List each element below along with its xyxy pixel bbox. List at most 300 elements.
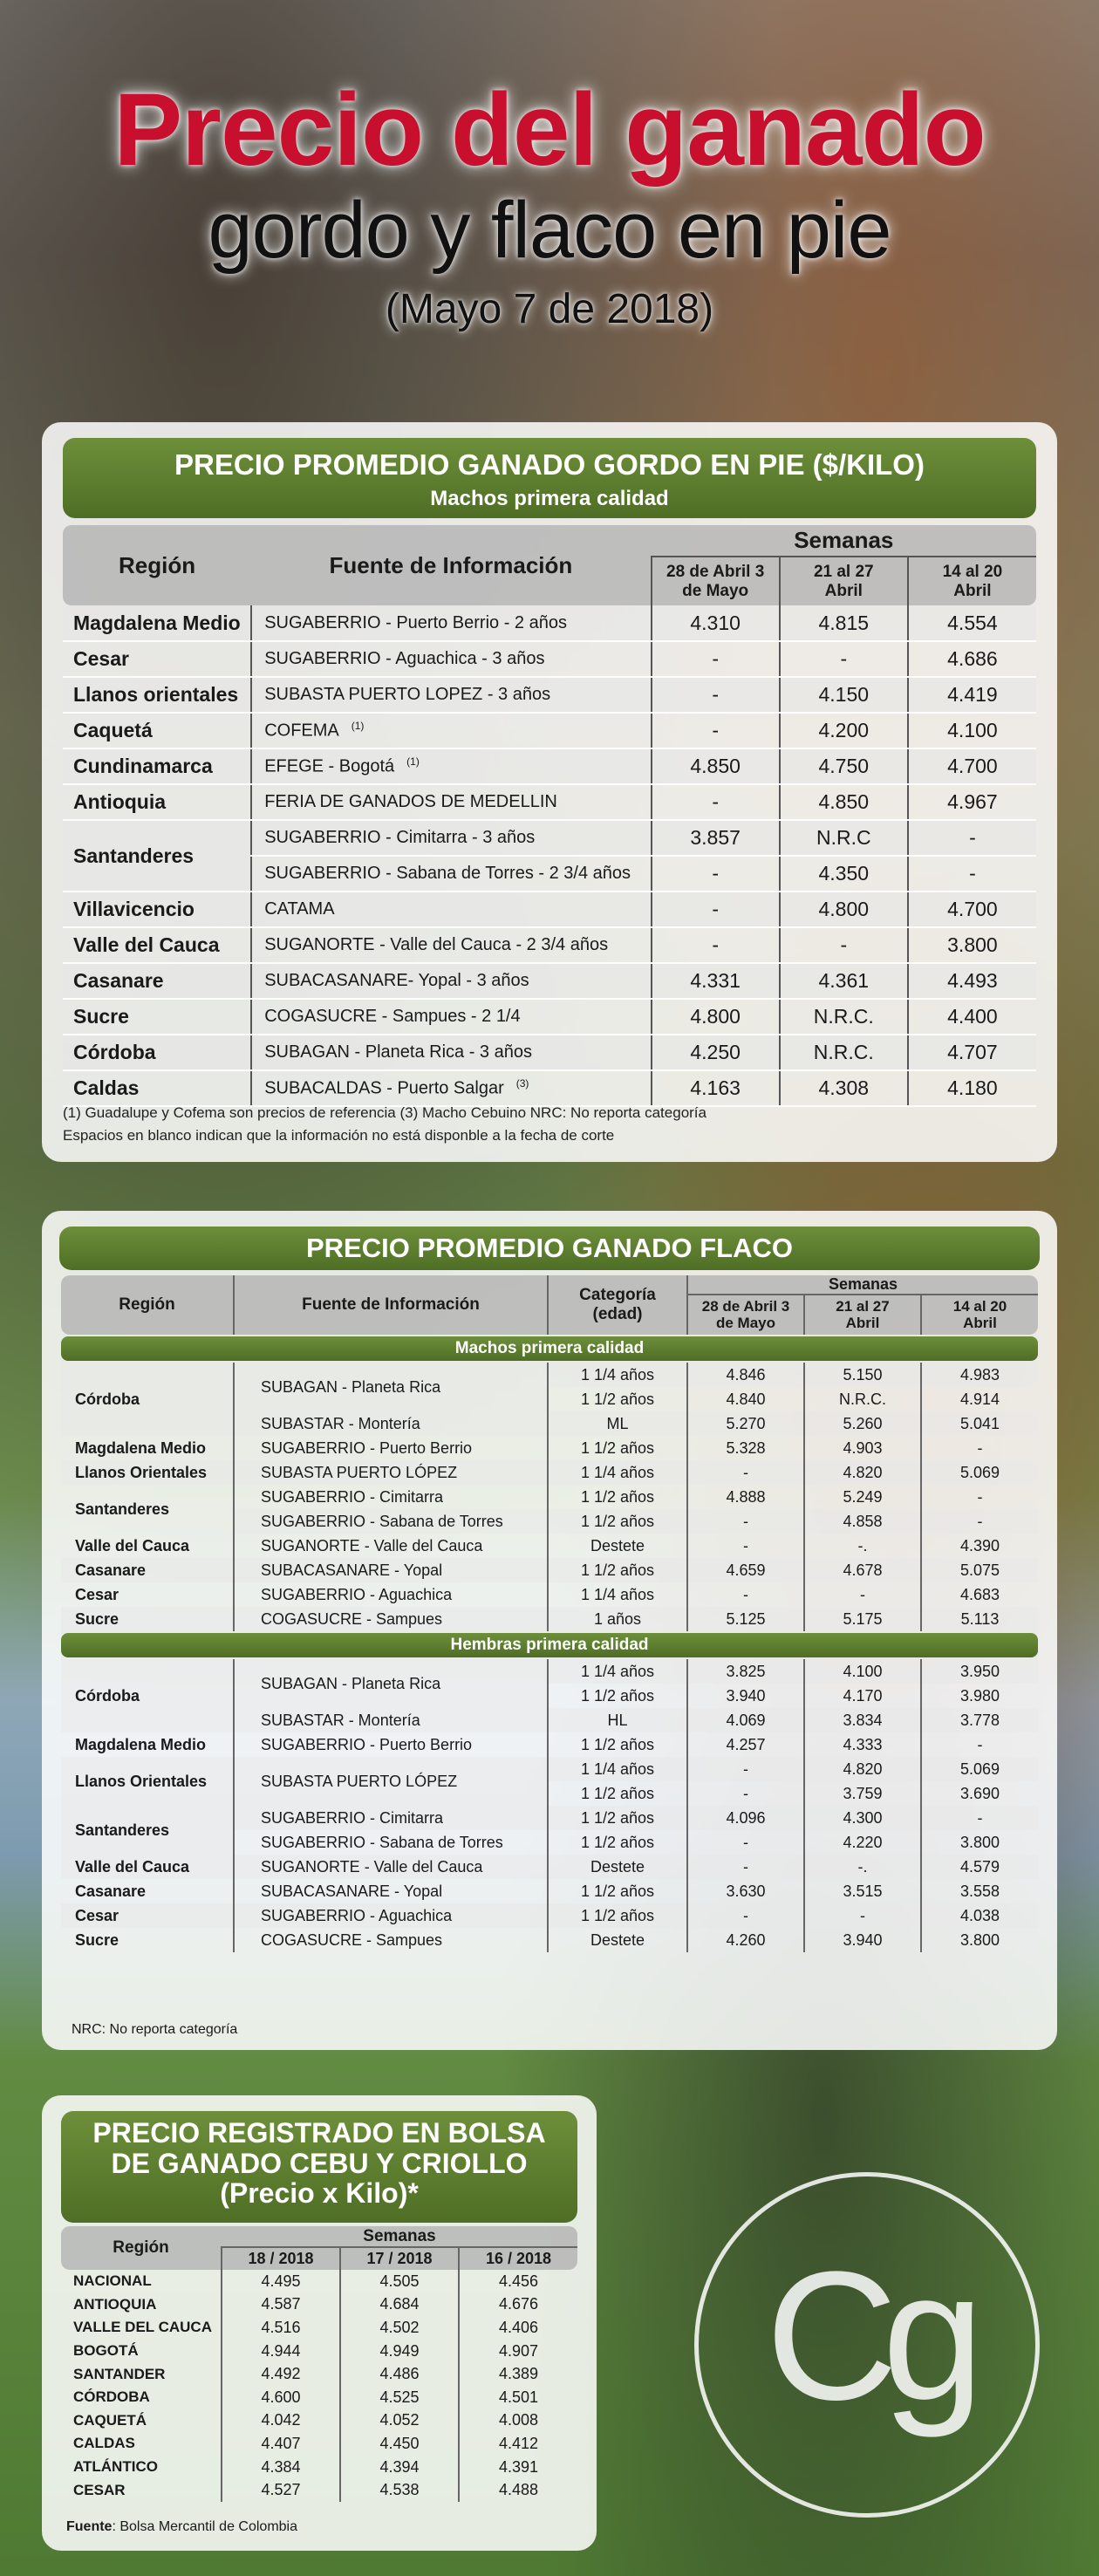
gordo-row (63, 820, 1036, 856)
flaco-source: SUBACASANARE - Yopal (234, 1879, 548, 1903)
flaco-row (61, 1582, 1038, 1607)
bolsa-region: SANTANDER (73, 2365, 166, 2382)
gordo-region: Córdoba (63, 1035, 251, 1070)
flaco-value: 4.069 (687, 1708, 804, 1732)
gordo-source (251, 713, 651, 748)
flaco-value: - (687, 1781, 804, 1806)
flaco-value: -. (804, 1534, 921, 1558)
flaco-value: - (687, 1460, 804, 1485)
gordo-source-text: SUBAGAN - Planeta Rica - 3 años (264, 1042, 532, 1062)
flaco-value: 4.100 (804, 1659, 921, 1684)
flaco-value: - (804, 1582, 921, 1607)
gordo-region: Cesar (63, 641, 251, 677)
flaco-source: SUBASTAR - Montería (234, 1411, 548, 1436)
gordo-row (63, 748, 1036, 784)
flaco-value: - (921, 1485, 1038, 1509)
gordo-region: Caldas (63, 1070, 251, 1106)
bolsa-value: 4.495 (222, 2270, 340, 2293)
bolsa-header (61, 2111, 577, 2223)
gordo-row (63, 713, 1036, 748)
gordo-value: 4.308 (780, 1070, 908, 1106)
gordo-value: 4.554 (908, 605, 1036, 641)
flaco-source: SUBASTA PUERTO LÓPEZ (234, 1460, 548, 1485)
gordo-note-1: (1) Guadalupe y Cofema son precios de referencia (3) Macho Cebuino NRC: No reporta categoría (63, 1104, 706, 1121)
flaco-value: 4.390 (921, 1534, 1038, 1558)
gordo-source-text: SUGABERRIO - Cimitarra - 3 años (264, 828, 536, 847)
gordo-value: 4.700 (908, 892, 1036, 927)
flaco-region: Casanare (61, 1558, 234, 1582)
flaco-row (61, 1928, 1038, 1952)
gordo-source-text: SUGABERRIO - Puerto Berrio - 2 años (264, 612, 567, 632)
bolsa-row (61, 2293, 577, 2317)
flaco-value: 3.558 (921, 1879, 1038, 1903)
gordo-title: PRECIO PROMEDIO GANADO GORDO EN PIE ($/KILO) (174, 448, 925, 481)
page-header (0, 72, 1099, 333)
flaco-value: 3.515 (804, 1879, 921, 1903)
bolsa-value: 4.538 (340, 2478, 459, 2502)
bolsa-week-3: 16 / 2018 (459, 2247, 577, 2270)
flaco-value: 3.800 (921, 1830, 1038, 1855)
bolsa-row (61, 2270, 577, 2293)
gordo-week-2: 21 al 27 Abril (780, 557, 908, 605)
bolsa-title-1: PRECIO REGISTRADO EN BOLSA (92, 2117, 546, 2149)
flaco-region: Casanare (75, 1882, 147, 1900)
gordo-value: - (652, 856, 780, 892)
flaco-region: Magdalena Medio (75, 1438, 207, 1457)
flaco-value: 4.888 (687, 1485, 804, 1509)
gordo-value: - (652, 784, 780, 820)
flaco-category: 1 1/2 años (548, 1684, 687, 1708)
bolsa-value: 4.600 (222, 2386, 340, 2409)
flaco-row (61, 1485, 1038, 1509)
flaco-region: Magdalena Medio (75, 1735, 207, 1753)
gordo-source (251, 677, 651, 713)
flaco-value: 4.170 (804, 1684, 921, 1708)
flaco-row (61, 1806, 1038, 1830)
flaco-category: 1 1/2 años (548, 1903, 687, 1928)
bolsa-value: 4.492 (222, 2362, 340, 2386)
flaco-value: 3.759 (804, 1781, 921, 1806)
gordo-value: - (780, 927, 908, 963)
flaco-value: -. (804, 1855, 921, 1879)
gordo-value: 4.419 (908, 677, 1036, 713)
flaco-value: - (687, 1855, 804, 1879)
flaco-value: 5.075 (921, 1558, 1038, 1582)
bolsa-row (61, 2386, 577, 2409)
gordo-source-footnote: (1) (406, 755, 420, 769)
flaco-value: 4.820 (804, 1757, 921, 1781)
gordo-region: Valle del Cauca (63, 927, 251, 963)
flaco-row (61, 1732, 1038, 1757)
flaco-source: SUGABERRIO - Aguachica (234, 1582, 548, 1607)
flaco-value: - (687, 1582, 804, 1607)
bolsa-value: 4.587 (222, 2293, 340, 2317)
bolsa-col-weeks: Semanas (222, 2226, 577, 2247)
flaco-col-weeks: Semanas (687, 1275, 1038, 1295)
flaco-category: ML (548, 1411, 687, 1436)
flaco-value: 5.069 (921, 1757, 1038, 1781)
flaco-col-category: Categoría (edad) (548, 1275, 687, 1335)
bolsa-week-1: 18 / 2018 (222, 2247, 340, 2270)
flaco-value: 3.630 (687, 1879, 804, 1903)
bolsa-region: BOGOTÁ (73, 2342, 139, 2360)
gordo-value: 4.400 (908, 999, 1036, 1035)
bolsa-value: 4.676 (459, 2293, 577, 2317)
gordo-col-region: Región (63, 525, 251, 605)
flaco-row (61, 1363, 1038, 1387)
flaco-source: SUGABERRIO - Cimitarra (234, 1806, 548, 1830)
flaco-value: - (687, 1509, 804, 1534)
flaco-region: Sucre (75, 1930, 119, 1949)
flaco-region: Valle del Cauca (61, 1855, 234, 1879)
gordo-header (63, 438, 1036, 518)
bolsa-region: CESAR (73, 2481, 126, 2498)
flaco-value: 4.820 (804, 1460, 921, 1485)
bolsa-value: 4.406 (459, 2316, 577, 2340)
bolsa-source-label: Fuente (66, 2519, 113, 2534)
flaco-source: SUGABERRIO - Sabana de Torres (234, 1509, 548, 1534)
gordo-value: 4.800 (780, 892, 908, 927)
bolsa-table (61, 2226, 577, 2502)
gordo-region: Caquetá (63, 713, 251, 748)
flaco-value: 4.257 (687, 1732, 804, 1757)
flaco-source: SUBASTAR - Montería (234, 1708, 548, 1732)
flaco-value: 5.150 (804, 1363, 921, 1387)
flaco-value: - (687, 1903, 804, 1928)
flaco-category: 1 1/4 años (548, 1460, 687, 1485)
flaco-value: 3.778 (921, 1708, 1038, 1732)
flaco-value: 4.858 (804, 1509, 921, 1534)
gordo-value: 4.150 (780, 677, 908, 713)
bolsa-row (61, 2456, 577, 2479)
gordo-source (251, 820, 651, 856)
flaco-note: NRC: No reporta categoría (72, 2022, 238, 2037)
gordo-value: 4.815 (780, 605, 908, 641)
flaco-week-1: 28 de Abril 3 de Mayo (687, 1295, 804, 1335)
flaco-source: SUBAGAN - Planeta Rica (234, 1363, 548, 1411)
flaco-col-region: Región (61, 1275, 234, 1335)
flaco-value: 5.270 (687, 1411, 804, 1436)
flaco-category: 1 1/2 años (548, 1558, 687, 1582)
gordo-region: Villavicencio (63, 892, 251, 927)
flaco-source: SUGABERRIO - Aguachica (234, 1903, 548, 1928)
bolsa-row (61, 2432, 577, 2456)
page-subtitle: gordo y flaco en pie (208, 186, 891, 275)
flaco-value: 3.690 (921, 1781, 1038, 1806)
gordo-value: 4.750 (780, 748, 908, 784)
gordo-row (63, 784, 1036, 820)
flaco-value: - (921, 1732, 1038, 1757)
flaco-value: 4.220 (804, 1830, 921, 1855)
gordo-value: 3.857 (652, 820, 780, 856)
bolsa-value: 4.407 (222, 2432, 340, 2456)
flaco-value: 4.659 (687, 1558, 804, 1582)
flaco-value: 4.840 (687, 1387, 804, 1411)
gordo-source (251, 641, 651, 677)
bolsa-panel (42, 2095, 597, 2551)
gordo-source (251, 748, 651, 784)
bolsa-value: 4.505 (340, 2270, 459, 2293)
flaco-category: 1 1/4 años (548, 1363, 687, 1387)
gordo-value: 4.707 (908, 1035, 1036, 1070)
bolsa-value: 4.488 (459, 2478, 577, 2502)
flaco-source: SUBAGAN - Planeta Rica (234, 1659, 548, 1708)
gordo-subtitle: Machos primera calidad (430, 487, 669, 510)
gordo-source-text: EFEGE - Bogotá (264, 756, 395, 776)
flaco-value: 4.333 (804, 1732, 921, 1757)
gordo-value: 4.163 (652, 1070, 780, 1106)
flaco-category: Destete (548, 1534, 687, 1558)
gordo-value: N.R.C. (780, 999, 908, 1035)
flaco-value: - (687, 1534, 804, 1558)
bolsa-value: 4.450 (340, 2432, 459, 2456)
bolsa-region: CÓRDOBA (73, 2388, 150, 2406)
bolsa-region: VALLE DEL CAUCA (73, 2319, 212, 2336)
flaco-source: COGASUCRE - Sampues (234, 1928, 548, 1952)
gordo-value: 4.700 (908, 748, 1036, 784)
flaco-category: 1 1/4 años (548, 1659, 687, 1684)
flaco-value: 3.940 (804, 1928, 921, 1952)
page-date: (Mayo 7 de 2018) (385, 285, 714, 332)
bolsa-value: 4.525 (340, 2386, 459, 2409)
flaco-row (61, 1436, 1038, 1460)
flaco-value: - (921, 1806, 1038, 1830)
gordo-value: 4.250 (652, 1035, 780, 1070)
bolsa-row (61, 2409, 577, 2433)
gordo-value: 4.686 (908, 641, 1036, 677)
flaco-category: 1 años (548, 1607, 687, 1631)
flaco-category: 1 1/2 años (548, 1830, 687, 1855)
bolsa-value: 4.052 (340, 2409, 459, 2433)
gordo-source-text: COFEMA (264, 721, 339, 741)
page-title: Precio del ganado (113, 72, 986, 188)
flaco-row (61, 1879, 1038, 1903)
gordo-region: Santanderes (63, 820, 251, 892)
gordo-source (251, 999, 651, 1035)
gordo-value: - (652, 892, 780, 927)
flaco-category: Destete (548, 1928, 687, 1952)
flaco-row (61, 1855, 1038, 1879)
bolsa-region: NACIONAL (73, 2272, 152, 2290)
gordo-value: 4.361 (780, 963, 908, 999)
flaco-region: Córdoba (61, 1659, 234, 1732)
gordo-value: 4.310 (652, 605, 780, 641)
gordo-col-weeks: Semanas (652, 525, 1036, 557)
bolsa-region: CAQUETÁ (73, 2411, 147, 2429)
bolsa-title-3: (Precio x Kilo)* (220, 2177, 419, 2210)
gordo-source (251, 927, 651, 963)
flaco-source: SUBASTA PUERTO LÓPEZ (234, 1757, 548, 1806)
flaco-row (61, 1534, 1038, 1558)
flaco-week-3: 14 al 20 Abril (921, 1295, 1038, 1335)
flaco-value: - (921, 1436, 1038, 1460)
gordo-value: 4.180 (908, 1070, 1036, 1106)
gordo-region: Magdalena Medio (63, 605, 251, 641)
flaco-category: 1 1/2 años (548, 1781, 687, 1806)
bolsa-value: 4.501 (459, 2386, 577, 2409)
gordo-value: 4.350 (780, 856, 908, 892)
flaco-region: Sucre (61, 1607, 234, 1631)
flaco-value: N.R.C. (804, 1387, 921, 1411)
flaco-value: 3.980 (921, 1684, 1038, 1708)
gordo-source-text: CATAMA (264, 899, 335, 919)
gordo-col-source: Fuente de Información (251, 525, 651, 605)
flaco-title: PRECIO PROMEDIO GANADO FLACO (59, 1227, 1040, 1270)
gordo-source (251, 784, 651, 820)
gordo-row (63, 927, 1036, 963)
gordo-source-text: COGASUCRE - Sampues - 2 1/4 (264, 1007, 521, 1026)
flaco-panel (42, 1211, 1057, 2050)
gordo-source-footnote: (1) (351, 720, 365, 733)
gordo-week-1: 28 de Abril 3 de Mayo (652, 557, 780, 605)
flaco-category: HL (548, 1708, 687, 1732)
gordo-source-text: SUBACALDAS - Puerto Salgar (264, 1078, 504, 1098)
bolsa-row (61, 2340, 577, 2363)
flaco-value: 5.260 (804, 1411, 921, 1436)
gordo-source-text: SUBASTA PUERTO LOPEZ - 3 años (264, 685, 551, 704)
bolsa-value: 4.502 (340, 2316, 459, 2340)
bolsa-region: ANTIOQUIA (73, 2295, 157, 2313)
flaco-value: 4.683 (921, 1582, 1038, 1607)
flaco-week-2: 21 al 27 Abril (804, 1295, 921, 1335)
gordo-row (63, 999, 1036, 1035)
bolsa-value: 4.456 (459, 2270, 577, 2293)
flaco-source: SUGABERRIO - Sabana de Torres (234, 1830, 548, 1855)
flaco-table (61, 1275, 1038, 1952)
flaco-source: SUGABERRIO - Puerto Berrio (234, 1732, 548, 1757)
flaco-region: Cesar (61, 1903, 234, 1928)
flaco-source: SUGANORTE - Valle del Cauca (234, 1534, 548, 1558)
flaco-value: - (687, 1830, 804, 1855)
flaco-region: Valle del Cauca (75, 1536, 190, 1554)
flaco-value: 4.846 (687, 1363, 804, 1387)
gordo-value: 4.967 (908, 784, 1036, 820)
gordo-table (63, 525, 1036, 1107)
bolsa-value: 4.042 (222, 2409, 340, 2433)
gordo-value: - (652, 927, 780, 963)
bolsa-value: 4.008 (459, 2409, 577, 2433)
flaco-category: 1 1/2 años (548, 1509, 687, 1534)
gordo-source (251, 963, 651, 999)
flaco-category: 1 1/2 años (548, 1806, 687, 1830)
flaco-value: 4.983 (921, 1363, 1038, 1387)
bolsa-value: 4.516 (222, 2316, 340, 2340)
bolsa-title-2: DE GANADO CEBU Y CRIOLLO (111, 2147, 528, 2179)
bolsa-value: 4.949 (340, 2340, 459, 2363)
flaco-col-source: Fuente de Información (234, 1275, 548, 1335)
flaco-source: SUGABERRIO - Puerto Berrio (234, 1436, 548, 1460)
flaco-value: 4.260 (687, 1928, 804, 1952)
flaco-region: Cesar (75, 1585, 119, 1603)
bolsa-value: 4.412 (459, 2432, 577, 2456)
flaco-value: 5.249 (804, 1485, 921, 1509)
flaco-value: 3.800 (921, 1928, 1038, 1952)
gordo-value: - (652, 641, 780, 677)
flaco-value: 5.175 (804, 1607, 921, 1631)
gordo-source-text: FERIA DE GANADOS DE MEDELLIN (264, 792, 557, 811)
flaco-value: 3.940 (687, 1684, 804, 1708)
bolsa-region: ATLÁNTICO (73, 2458, 158, 2476)
flaco-value: - (921, 1509, 1038, 1534)
flaco-value: - (804, 1903, 921, 1928)
gordo-source (251, 1035, 651, 1070)
flaco-value: 5.069 (921, 1460, 1038, 1485)
bolsa-col-region: Región (61, 2226, 222, 2270)
flaco-value: 5.125 (687, 1607, 804, 1631)
gordo-source-footnote: (3) (515, 1077, 529, 1090)
gordo-value: - (652, 677, 780, 713)
flaco-row (61, 1607, 1038, 1631)
bolsa-row (61, 2316, 577, 2340)
flaco-category: 1 1/2 años (548, 1879, 687, 1903)
flaco-value: 4.903 (804, 1436, 921, 1460)
gordo-row (63, 1070, 1036, 1106)
bolsa-value: 4.391 (459, 2456, 577, 2479)
cg-logo (694, 2172, 1040, 2518)
gordo-value: - (780, 641, 908, 677)
gordo-region: Casanare (63, 963, 251, 999)
flaco-category: 1 1/4 años (548, 1582, 687, 1607)
flaco-value: 3.950 (921, 1659, 1038, 1684)
gordo-source (251, 605, 651, 641)
flaco-region: Llanos Orientales (61, 1757, 234, 1806)
gordo-value: - (652, 713, 780, 748)
gordo-row (63, 1035, 1036, 1070)
bolsa-row (61, 2362, 577, 2386)
flaco-value: 4.914 (921, 1387, 1038, 1411)
flaco-value: 5.328 (687, 1436, 804, 1460)
gordo-panel (42, 422, 1057, 1162)
flaco-region: Santanderes (61, 1806, 234, 1855)
gordo-row (63, 605, 1036, 641)
flaco-source: COGASUCRE - Sampues (234, 1607, 548, 1631)
flaco-source: SUGABERRIO - Cimitarra (234, 1485, 548, 1509)
flaco-value: 5.041 (921, 1411, 1038, 1436)
flaco-row (61, 1558, 1038, 1582)
gordo-value: 4.850 (652, 748, 780, 784)
flaco-value: 3.825 (687, 1659, 804, 1684)
gordo-value: N.R.C. (780, 1035, 908, 1070)
gordo-source-text: SUGANORTE - Valle del Cauca - 2 3/4 años (264, 935, 609, 954)
bolsa-value: 4.907 (459, 2340, 577, 2363)
bolsa-value: 4.684 (340, 2293, 459, 2317)
bolsa-row (61, 2478, 577, 2502)
gordo-row (63, 963, 1036, 999)
flaco-value: 4.038 (921, 1903, 1038, 1928)
flaco-row (61, 1659, 1038, 1684)
flaco-source: SUBACASANARE - Yopal (234, 1558, 548, 1582)
gordo-source (251, 1070, 651, 1106)
bolsa-value: 4.527 (222, 2478, 340, 2502)
gordo-value: 4.800 (652, 999, 780, 1035)
gordo-region: Llanos orientales (63, 677, 251, 713)
bolsa-region: CALDAS (73, 2435, 135, 2452)
flaco-value: 5.113 (921, 1607, 1038, 1631)
bolsa-value: 4.394 (340, 2456, 459, 2479)
gordo-row (63, 641, 1036, 677)
gordo-row (63, 677, 1036, 713)
flaco-category: 1 1/4 años (548, 1757, 687, 1781)
flaco-category: 1 1/2 años (548, 1485, 687, 1509)
gordo-source-text: SUGABERRIO - Sabana de Torres - 2 3/4 años (264, 864, 631, 883)
bolsa-value: 4.384 (222, 2456, 340, 2479)
bolsa-source (66, 2519, 297, 2535)
bolsa-value: 4.389 (459, 2362, 577, 2386)
gordo-source-text: SUGABERRIO - Aguachica - 3 años (264, 649, 545, 668)
gordo-region: Cundinamarca (63, 748, 251, 784)
gordo-source-text: SUBACASANARE- Yopal - 3 años (264, 971, 529, 990)
flaco-value: 4.096 (687, 1806, 804, 1830)
